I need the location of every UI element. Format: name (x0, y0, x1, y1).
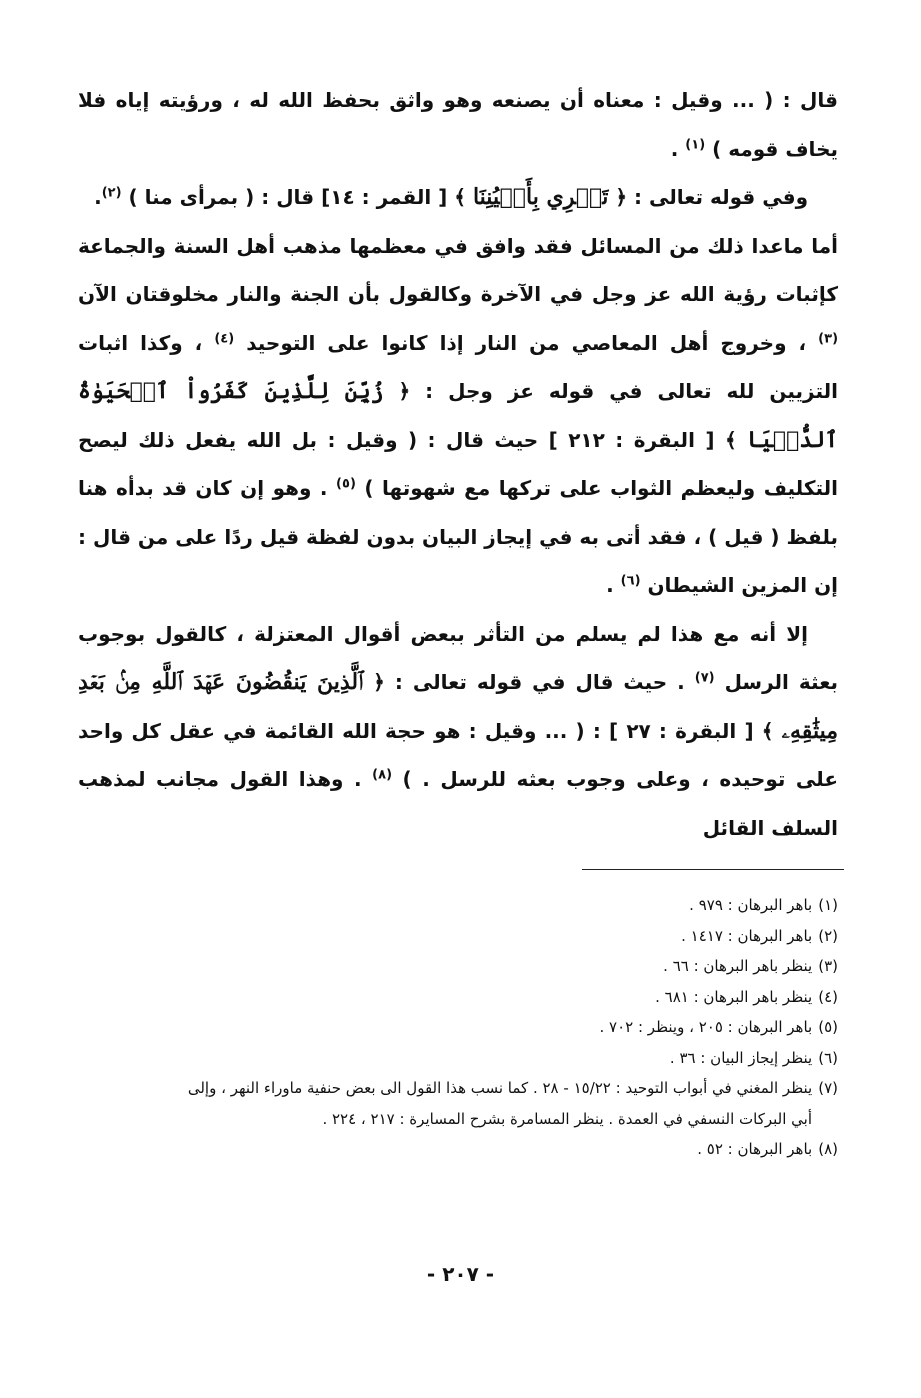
footnote-text: ينظر باهر البرهان : ٦٨١ . (655, 987, 813, 1006)
paragraph-4 (78, 610, 838, 853)
footnote-1 (78, 890, 838, 921)
footnote-8 (78, 1134, 838, 1165)
footnote-ref-8: (٨) (372, 767, 393, 783)
paragraph-4-text-2: . حيث قال في قوله تعالى : ﴿ (363, 670, 695, 694)
footnote-text: باهر البرهان : ٩٧٩ . (689, 896, 813, 914)
footnote-text: ينظر باهر البرهان : ٦٦ . (663, 957, 813, 975)
paragraph-2-post: ﴾ [ القمر : ١٤] قال : ( بمرأى منا ) (121, 185, 473, 209)
footnote-ref-6: (٦) (620, 573, 641, 589)
footnote-2 (78, 921, 838, 952)
footnote-ref-7: (٧) (694, 670, 715, 686)
footnote-ref-5: (٥) (336, 476, 356, 492)
paragraph-4-text-1: إلا أنه مع هذا لم يسلم من التأثر ببعض أقوال المعتزلة ، كالقول بوجوب بعثة الرسل (78, 621, 838, 694)
footnote-number: (٦) (818, 1048, 838, 1067)
footnote-text: باهر البرهان : ٥٢ . (697, 1140, 813, 1158)
footnote-number: (١) (818, 896, 838, 914)
paragraph-3-text-6: . (606, 573, 621, 597)
footnote-text: باهر البرهان : ١٤١٧ . (681, 926, 813, 945)
footnote-number: (٥) (818, 1018, 838, 1036)
paragraph-2-end: . (94, 185, 102, 209)
footnote-ref-4: (٤) (214, 330, 235, 346)
footnote-separator (582, 869, 844, 870)
footnote-ref-3: (٣) (818, 330, 839, 346)
paragraph-2 (78, 173, 838, 222)
paragraph-3-text-1: أما ماعدا ذلك من المسائل فقد وافق في معظمها مذهب أهل السنة والجماعة كإثبات رؤية الله عز وجل في الآخرة وكالقول بأن الجنة والنار مخلوقتان الآن (78, 233, 838, 306)
main-text (78, 76, 838, 852)
footnote-text: ينظر المغني في أبواب التوحيد : ١٥/٢٢ - ٢٨ . كما نسب هذا القول الى بعض حنفية ماوراء النهر ، وإلى (187, 1079, 813, 1097)
footnote-ref-1: (١) (685, 136, 706, 152)
paragraph-3-text-2: ، وخروج أهل المعاصي من النار إذا كانوا على التوحيد (234, 330, 819, 355)
footnotes (78, 890, 838, 1165)
footnote-5 (78, 1012, 838, 1043)
footnote-6 (78, 1043, 838, 1074)
paragraph-4-text-4: . وهذا القول مجانب لمذهب السلف القائل (78, 767, 838, 840)
footnote-7-continuation: أبي البركات النسفي في العمدة . ينظر المسامرة بشرح المسايرة : ٢١٧ ، ٢٢٤ . (322, 1109, 812, 1128)
footnote-number: (٢) (818, 926, 838, 945)
footnote-4 (78, 982, 838, 1013)
paragraph-3-text-5: . وهو إن كان قد بدأه هنا بلفظ ( قيل ) ، فقد أتى به في إيجاز البيان بدون لفظة قيل ردًا على من قال : إن المزين الشيطان (78, 476, 838, 597)
footnote-7 (78, 1073, 838, 1104)
paragraph-3-text-4: ﴾ [ البقرة : ٢١٢ ] حيث قال : ( وقيل : بل الله يفعل ذلك ليصح التكليف وليعظم الثواب على تركها مع شهوتها ) (78, 427, 839, 500)
footnote-text: ينظر إيجاز البيان : ٣٦ . (669, 1048, 813, 1067)
paragraph-4-text-3: ﴾ [ البقرة : ٢٧ ] : ( ... وقيل : هو حجة الله القائمة في عقل كل واحد على توحيده ، وعلى وجوب بعثه للرسل . ) (78, 718, 838, 791)
paragraph-2-pre: وفي قوله تعالى : ﴿ (608, 185, 808, 209)
footnote-number: (٤) (818, 987, 838, 1006)
paragraph-3 (78, 222, 838, 610)
footnote-number: (٨) (818, 1140, 838, 1158)
footnote-3 (78, 951, 838, 982)
footnote-number: (٣) (818, 957, 838, 975)
quran-verse-1: تَجۡرِي بِأَعۡيُنِنَا (472, 184, 609, 210)
footnote-text: باهر البرهان : ٢٠٥ ، وينظر : ٧٠٢ . (599, 1018, 813, 1036)
quran-verse-2: زُيِّنَ لِلَّذِينَ كَفَرُواْ ٱلۡحَيَوٰةُ ٱلدُّنۡيَا (78, 378, 838, 453)
paragraph-1 (78, 76, 838, 173)
quran-verse-3: ٱلَّذِينَ يَنقُضُونَ عَهۡدَ ٱللَّهِ مِنۢ بَعۡدِ مِيثَٰقِهِۦ (78, 669, 839, 744)
paragraph-3-text-3: ، وكذا اثبات التزيين لله تعالى في قوله عز وجل : ﴿ (78, 330, 838, 403)
paragraph-1-text: قال : ( ... وقيل : معناه أن يصنعه وهو واثق بحفظ الله له ، ورؤيته إياه فلا يخاف قومه ) (78, 88, 838, 161)
page-number: - ٢٠٧ - (426, 1262, 495, 1286)
footnote-ref-2: (٢) (101, 185, 122, 201)
paragraph-1-end: . (670, 136, 686, 161)
footnote-number: (٧) (818, 1079, 838, 1097)
